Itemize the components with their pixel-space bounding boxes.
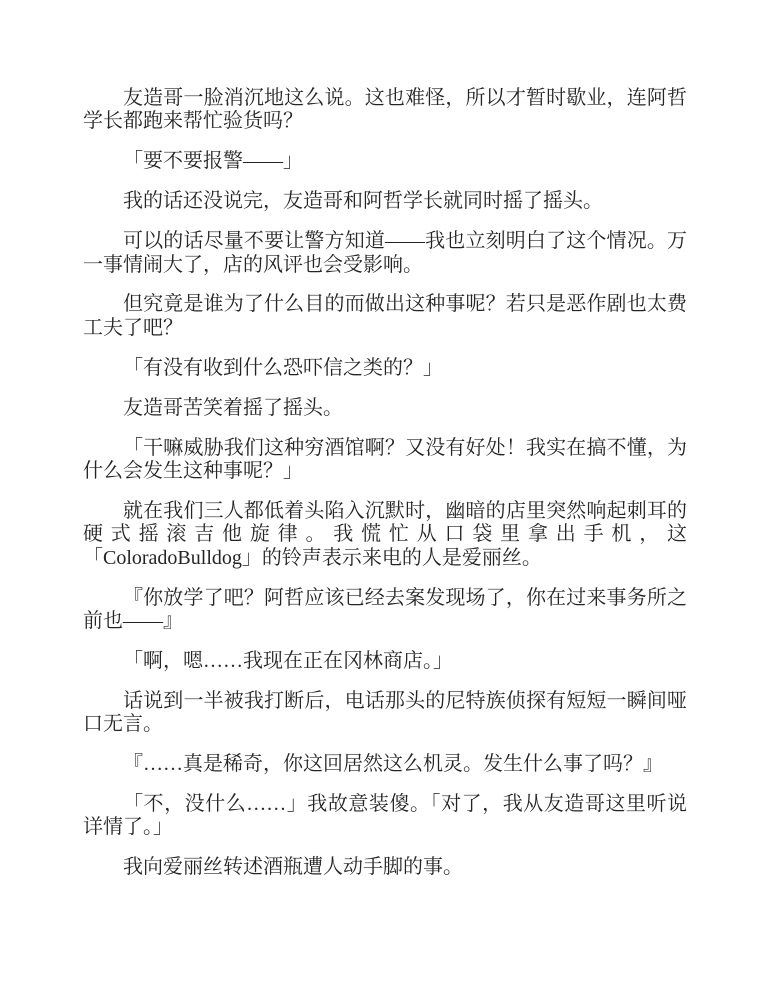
paragraph-dialogue: 「不，没什么……」我故意装傻。「对了，我从友造哥这里听说详情了。」 [83, 793, 687, 839]
paragraph: 友造哥一脸消沉地这么说。这也难怪，所以才暂时歇业，连阿哲学长都跑来帮忙验货吗？ [83, 87, 687, 133]
paragraph-dialogue: 「有没有收到什么恐吓信之类的？」 [123, 356, 443, 379]
paragraph-dialogue: 『你放学了吧？阿哲应该已经去案发现场了，你在过来事务所之前也——』 [83, 586, 687, 632]
paragraph: 我的话还没说完，友造哥和阿哲学长就同时摇了摇头。 [123, 190, 603, 213]
paragraph: 友造哥苦笑着摇了摇头。 [123, 396, 343, 419]
paragraph: 话说到一半被我打断后，电话那头的尼特族侦探有短短一瞬间哑口无言。 [83, 689, 687, 736]
paragraph-dialogue: 『……真是稀奇，你这回居然这么机灵。发生什么事了吗？』 [123, 753, 663, 776]
paragraph: 我向爱丽丝转述酒瓶遭人动手脚的事。 [123, 856, 463, 879]
paragraph: 但究竟是谁为了什么目的而做出这种事呢？若只是恶作剧也太费工夫了吧？ [83, 293, 687, 339]
paragraph: 可以的话尽量不要让警方知道——我也立刻明白了这个情况。万一事情闹大了，店的风评也会受影响。 [83, 230, 687, 276]
paragraph-dialogue: 「要不要报警——」 [123, 150, 303, 173]
paragraph-dialogue: 「啊，嗯……我现在正在冈林商店。」 [123, 649, 453, 672]
paragraph: 就在我们三人都低着头陷入沉默时，幽暗的店里突然响起刺耳的硬式摇滚吉他旋律。我慌忙从口袋里拿出手机，这「ColoradoBulldog」的铃声表示来电的人是爱丽丝。 [83, 499, 687, 569]
paragraph-dialogue: 「干嘛威胁我们这种穷酒馆啊？又没有好处！我实在搞不懂，为什么会发生这种事呢？」 [83, 436, 687, 482]
